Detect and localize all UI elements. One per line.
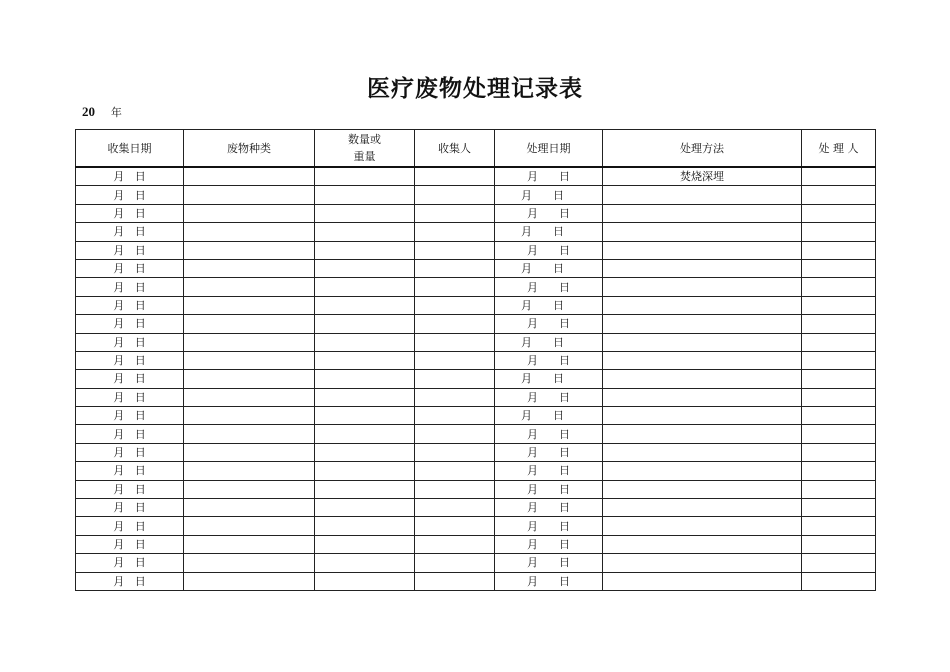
waste-type-cell[interactable] xyxy=(184,572,315,590)
collect-date-cell-text: 月 日 xyxy=(113,280,146,294)
handler-cell[interactable] xyxy=(802,480,876,498)
process-date-cell xyxy=(495,259,603,277)
waste-type-cell[interactable] xyxy=(184,241,315,259)
collect-date-cell-text: 月 日 xyxy=(113,446,146,460)
process-date-cell xyxy=(495,407,603,425)
table-row xyxy=(76,315,876,333)
method-cell xyxy=(603,351,802,369)
collect-date-cell xyxy=(76,296,184,314)
waste-type-cell[interactable] xyxy=(184,517,315,535)
collect-date-cell xyxy=(76,186,184,204)
table-row xyxy=(76,407,876,425)
quantity-cell[interactable] xyxy=(315,333,415,351)
quantity-cell[interactable] xyxy=(315,204,415,222)
method-cell xyxy=(603,278,802,296)
quantity-cell[interactable] xyxy=(315,480,415,498)
col-header-handler: 处 理 人 xyxy=(802,130,876,168)
collector-cell[interactable] xyxy=(415,223,495,241)
collect-date-cell xyxy=(76,333,184,351)
process-date-cell xyxy=(495,425,603,443)
collector-cell[interactable] xyxy=(415,333,495,351)
method-cell xyxy=(603,535,802,553)
waste-type-cell[interactable] xyxy=(184,462,315,480)
handler-cell[interactable] xyxy=(802,462,876,480)
waste-type-cell[interactable] xyxy=(184,167,315,186)
handler-cell[interactable] xyxy=(802,333,876,351)
table-row xyxy=(76,296,876,314)
process-date-cell-text: 月 日 xyxy=(521,188,564,202)
table-row xyxy=(76,554,876,572)
process-date-cell xyxy=(495,480,603,498)
handler-cell[interactable] xyxy=(802,554,876,572)
method-cell xyxy=(603,315,802,333)
collect-date-cell xyxy=(76,223,184,241)
table-row xyxy=(76,443,876,461)
handler-cell[interactable] xyxy=(802,499,876,517)
table-row xyxy=(76,223,876,241)
table-row xyxy=(76,204,876,222)
collector-cell[interactable] xyxy=(415,425,495,443)
process-date-cell-text: 月 日 xyxy=(527,446,570,460)
process-date-cell xyxy=(495,370,603,388)
collect-date-cell xyxy=(76,370,184,388)
collect-date-cell-text: 月 日 xyxy=(113,519,146,533)
quantity-cell[interactable] xyxy=(315,296,415,314)
process-date-cell-text: 月 日 xyxy=(527,354,570,368)
collector-cell[interactable] xyxy=(415,407,495,425)
process-date-cell-text: 月 日 xyxy=(521,335,564,349)
handler-cell[interactable] xyxy=(802,572,876,590)
page-title: 医疗废物处理记录表 xyxy=(367,75,583,102)
collect-date-cell-text: 月 日 xyxy=(113,225,146,239)
process-date-cell-text: 月 日 xyxy=(527,390,570,404)
col-header-collector: 收集人 xyxy=(415,130,495,168)
process-date-cell xyxy=(495,223,603,241)
handler-cell[interactable] xyxy=(802,315,876,333)
process-date-cell xyxy=(495,535,603,553)
method-cell xyxy=(603,223,802,241)
quantity-cell[interactable] xyxy=(315,499,415,517)
collect-date-cell xyxy=(76,407,184,425)
collect-date-cell-text: 月 日 xyxy=(113,335,146,349)
waste-type-cell[interactable] xyxy=(184,223,315,241)
col-header-collect-date: 收集日期 xyxy=(76,130,184,168)
handler-cell[interactable] xyxy=(802,535,876,553)
process-date-cell xyxy=(495,572,603,590)
process-date-cell xyxy=(495,499,603,517)
col-header-waste-type: 废物种类 xyxy=(184,130,315,168)
quantity-cell[interactable] xyxy=(315,186,415,204)
collect-date-cell-text: 月 日 xyxy=(113,390,146,404)
collector-cell[interactable] xyxy=(415,370,495,388)
collect-date-cell xyxy=(76,167,184,186)
waste-type-cell[interactable] xyxy=(184,443,315,461)
process-date-cell xyxy=(495,167,603,186)
method-cell xyxy=(603,167,802,186)
collect-date-cell-text: 月 日 xyxy=(113,298,146,312)
quantity-cell[interactable] xyxy=(315,407,415,425)
collect-date-cell-text: 月 日 xyxy=(113,262,146,276)
method-cell xyxy=(603,499,802,517)
collector-cell[interactable] xyxy=(415,443,495,461)
method-cell xyxy=(603,204,802,222)
collector-cell[interactable] xyxy=(415,296,495,314)
col-header-method: 处理方法 xyxy=(603,130,802,168)
waste-type-cell[interactable] xyxy=(184,278,315,296)
waste-type-cell[interactable] xyxy=(184,351,315,369)
handler-cell[interactable] xyxy=(802,407,876,425)
collect-date-cell xyxy=(76,462,184,480)
waste-type-cell[interactable] xyxy=(184,296,315,314)
collect-date-cell xyxy=(76,425,184,443)
collect-date-cell-text: 月 日 xyxy=(113,427,146,441)
col-header-process-date: 处理日期 xyxy=(495,130,603,168)
process-date-cell-text: 月 日 xyxy=(521,409,564,423)
method-cell xyxy=(603,333,802,351)
quantity-cell[interactable] xyxy=(315,554,415,572)
waste-type-cell[interactable] xyxy=(184,333,315,351)
year-unit: 年 xyxy=(110,106,122,119)
waste-type-cell[interactable] xyxy=(184,259,315,277)
handler-cell[interactable] xyxy=(802,186,876,204)
quantity-cell[interactable] xyxy=(315,443,415,461)
table-row xyxy=(76,167,876,186)
method-cell xyxy=(603,517,802,535)
process-date-cell-text: 月 日 xyxy=(527,317,570,331)
process-date-cell-text: 月 日 xyxy=(527,170,570,184)
collect-date-cell xyxy=(76,554,184,572)
method-cell xyxy=(603,425,802,443)
process-date-cell xyxy=(495,204,603,222)
collector-cell[interactable] xyxy=(415,572,495,590)
quantity-cell[interactable] xyxy=(315,388,415,406)
handler-cell[interactable] xyxy=(802,223,876,241)
collector-cell[interactable] xyxy=(415,259,495,277)
table-row xyxy=(76,388,876,406)
collect-date-cell-text: 月 日 xyxy=(113,464,146,478)
method-cell xyxy=(603,296,802,314)
waste-type-cell[interactable] xyxy=(184,186,315,204)
process-date-cell xyxy=(495,241,603,259)
year-line xyxy=(82,104,122,120)
process-date-cell-text: 月 日 xyxy=(527,280,570,294)
method-cell xyxy=(603,443,802,461)
handler-cell[interactable] xyxy=(802,425,876,443)
collect-date-cell-text: 月 日 xyxy=(113,482,146,496)
table-row xyxy=(76,572,876,590)
waste-type-cell[interactable] xyxy=(184,388,315,406)
process-date-cell xyxy=(495,186,603,204)
process-date-cell xyxy=(495,517,603,535)
process-date-cell-text: 月 日 xyxy=(527,501,570,515)
process-date-cell-text: 月 日 xyxy=(527,464,570,478)
collect-date-cell-text: 月 日 xyxy=(113,538,146,551)
method-cell xyxy=(603,480,802,498)
process-date-cell xyxy=(495,351,603,369)
collect-date-cell-text: 月 日 xyxy=(113,243,146,257)
col-header-quantity-line2: 重量 xyxy=(353,150,376,163)
waste-type-cell[interactable] xyxy=(184,499,315,517)
collect-date-cell-text: 月 日 xyxy=(113,206,146,220)
table-row xyxy=(76,370,876,388)
collect-date-cell xyxy=(76,572,184,590)
table-row xyxy=(76,351,876,369)
col-header-quantity xyxy=(315,130,415,168)
quantity-cell[interactable] xyxy=(315,572,415,590)
quantity-cell[interactable] xyxy=(315,425,415,443)
handler-cell[interactable] xyxy=(802,241,876,259)
collect-date-cell-text: 月 日 xyxy=(113,556,146,570)
collect-date-cell xyxy=(76,499,184,517)
method-cell xyxy=(603,259,802,277)
collector-cell[interactable] xyxy=(415,278,495,296)
table-row xyxy=(76,259,876,277)
collect-date-cell xyxy=(76,204,184,222)
method-cell xyxy=(603,572,802,590)
collector-cell[interactable] xyxy=(415,388,495,406)
collect-date-cell xyxy=(76,443,184,461)
process-date-cell xyxy=(495,333,603,351)
process-date-cell xyxy=(495,388,603,406)
collect-date-cell xyxy=(76,259,184,277)
table-row xyxy=(76,278,876,296)
quantity-cell[interactable] xyxy=(315,517,415,535)
quantity-cell[interactable] xyxy=(315,241,415,259)
process-date-cell-text: 月 日 xyxy=(527,206,570,220)
table-row xyxy=(76,517,876,535)
handler-cell[interactable] xyxy=(802,388,876,406)
collect-date-cell-text: 月 日 xyxy=(113,372,146,386)
collect-date-cell-text: 月 日 xyxy=(113,317,146,331)
collector-cell[interactable] xyxy=(415,517,495,535)
handler-cell[interactable] xyxy=(802,517,876,535)
table-row xyxy=(76,186,876,204)
process-date-cell xyxy=(495,315,603,333)
waste-type-cell[interactable] xyxy=(184,480,315,498)
collector-cell[interactable] xyxy=(415,499,495,517)
waste-type-cell[interactable] xyxy=(184,535,315,553)
table-row xyxy=(76,499,876,517)
process-date-cell-text: 月 日 xyxy=(527,556,570,570)
collect-date-cell-text: 月 日 xyxy=(113,170,146,184)
collect-date-cell xyxy=(76,351,184,369)
method-cell xyxy=(603,186,802,204)
process-date-cell xyxy=(495,296,603,314)
method-cell-text: 焚烧深埋 xyxy=(680,170,724,184)
handler-cell[interactable] xyxy=(802,296,876,314)
waste-type-cell[interactable] xyxy=(184,425,315,443)
collect-date-cell xyxy=(76,517,184,535)
quantity-cell[interactable] xyxy=(315,370,415,388)
table-row xyxy=(76,241,876,259)
waste-type-cell[interactable] xyxy=(184,315,315,333)
method-cell xyxy=(603,554,802,572)
collect-date-cell xyxy=(76,278,184,296)
waste-type-cell[interactable] xyxy=(184,370,315,388)
process-date-cell-text: 月 日 xyxy=(527,243,570,257)
handler-cell[interactable] xyxy=(802,259,876,277)
process-date-cell xyxy=(495,278,603,296)
process-date-cell xyxy=(495,462,603,480)
collect-date-cell xyxy=(76,241,184,259)
handler-cell[interactable] xyxy=(802,370,876,388)
waste-type-cell[interactable] xyxy=(184,407,315,425)
table-row xyxy=(76,462,876,480)
collector-cell[interactable] xyxy=(415,554,495,572)
process-date-cell-text: 月 日 xyxy=(521,225,564,239)
waste-record-table xyxy=(75,129,876,591)
process-date-cell-text: 月 日 xyxy=(521,298,564,312)
table-row xyxy=(76,535,876,553)
table-row xyxy=(76,425,876,443)
handler-cell[interactable] xyxy=(802,443,876,461)
table-row xyxy=(76,480,876,498)
method-cell xyxy=(603,407,802,425)
collect-date-cell xyxy=(76,388,184,406)
quantity-cell[interactable] xyxy=(315,259,415,277)
collector-cell[interactable] xyxy=(415,186,495,204)
process-date-cell-text: 月 日 xyxy=(527,574,570,588)
quantity-cell[interactable] xyxy=(315,278,415,296)
collector-cell[interactable] xyxy=(415,480,495,498)
collect-date-cell xyxy=(76,315,184,333)
waste-type-cell[interactable] xyxy=(184,204,315,222)
quantity-cell[interactable] xyxy=(315,315,415,333)
table-row xyxy=(76,333,876,351)
collect-date-cell-text: 月 日 xyxy=(113,409,146,423)
collect-date-cell-text: 月 日 xyxy=(113,574,146,588)
collect-date-cell-text: 月 日 xyxy=(113,501,146,515)
process-date-cell-text: 月 日 xyxy=(521,372,564,386)
collect-date-cell xyxy=(76,480,184,498)
process-date-cell-text: 月 日 xyxy=(527,482,570,496)
process-date-cell-text: 月 日 xyxy=(521,262,564,276)
process-date-cell xyxy=(495,443,603,461)
handler-cell[interactable] xyxy=(802,167,876,186)
collector-cell[interactable] xyxy=(415,204,495,222)
waste-type-cell[interactable] xyxy=(184,554,315,572)
collector-cell[interactable] xyxy=(415,315,495,333)
method-cell xyxy=(603,388,802,406)
method-cell xyxy=(603,462,802,480)
quantity-cell[interactable] xyxy=(315,535,415,553)
quantity-cell[interactable] xyxy=(315,167,415,186)
collect-date-cell-text: 月 日 xyxy=(113,354,146,368)
process-date-cell xyxy=(495,554,603,572)
handler-cell[interactable] xyxy=(802,351,876,369)
header-row xyxy=(76,130,876,168)
collector-cell[interactable] xyxy=(415,535,495,553)
collect-date-cell-text: 月 日 xyxy=(113,188,146,202)
method-cell xyxy=(603,241,802,259)
year-prefix: 20 xyxy=(82,104,95,119)
process-date-cell-text: 月 日 xyxy=(527,519,570,533)
collector-cell[interactable] xyxy=(415,462,495,480)
collect-date-cell xyxy=(76,535,184,553)
collector-cell[interactable] xyxy=(415,167,495,186)
quantity-cell[interactable] xyxy=(315,462,415,480)
collector-cell[interactable] xyxy=(415,351,495,369)
method-cell xyxy=(603,370,802,388)
handler-cell[interactable] xyxy=(802,204,876,222)
quantity-cell[interactable] xyxy=(315,223,415,241)
col-header-quantity-line1: 数量或 xyxy=(348,133,381,146)
process-date-cell-text: 月 日 xyxy=(527,538,570,551)
collector-cell[interactable] xyxy=(415,241,495,259)
handler-cell[interactable] xyxy=(802,278,876,296)
quantity-cell[interactable] xyxy=(315,351,415,369)
process-date-cell-text: 月 日 xyxy=(527,427,570,441)
